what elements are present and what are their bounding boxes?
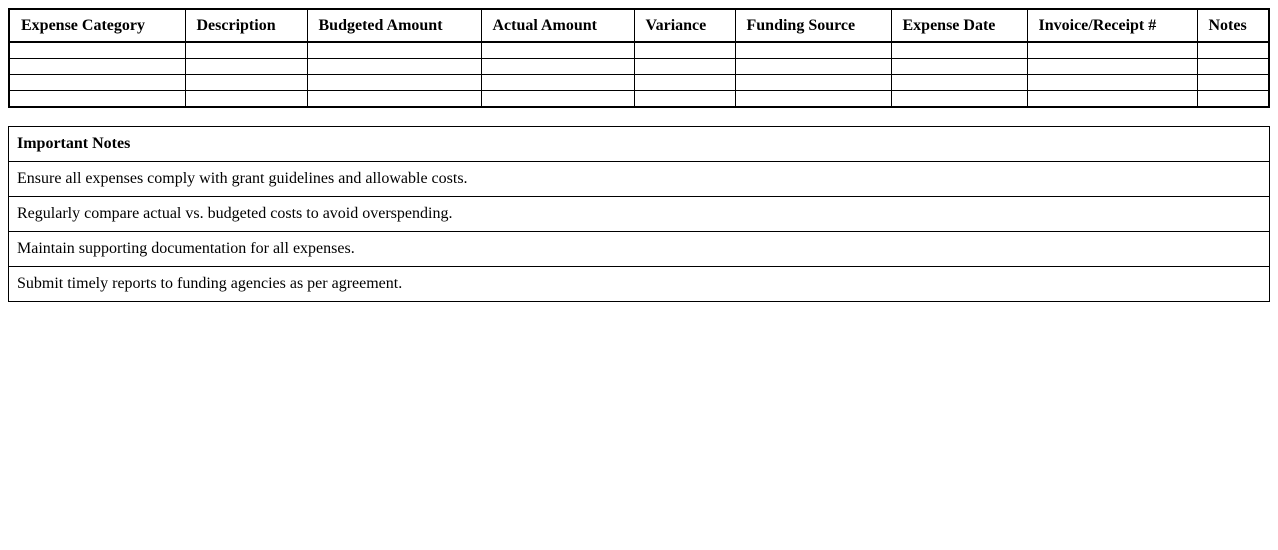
column-header-actual-amount: Actual Amount bbox=[481, 9, 634, 42]
empty-cell bbox=[307, 91, 481, 108]
expense-table-row bbox=[9, 59, 1269, 75]
note-item: Ensure all expenses comply with grant guidelines and allowable costs. bbox=[9, 162, 1270, 197]
empty-cell bbox=[634, 91, 735, 108]
empty-cell bbox=[1027, 75, 1197, 91]
expense-table-row bbox=[9, 75, 1269, 91]
empty-cell bbox=[481, 75, 634, 91]
column-header-budgeted-amount: Budgeted Amount bbox=[307, 9, 481, 42]
empty-cell bbox=[185, 91, 307, 108]
empty-cell bbox=[891, 75, 1027, 91]
empty-cell bbox=[891, 91, 1027, 108]
empty-cell bbox=[891, 59, 1027, 75]
empty-cell bbox=[891, 42, 1027, 59]
empty-cell bbox=[1027, 59, 1197, 75]
column-header-description: Description bbox=[185, 9, 307, 42]
notes-table-header-row bbox=[9, 127, 1270, 162]
empty-cell bbox=[735, 59, 891, 75]
empty-cell bbox=[1197, 59, 1269, 75]
empty-cell bbox=[481, 59, 634, 75]
empty-cell bbox=[1197, 42, 1269, 59]
empty-cell bbox=[1027, 91, 1197, 108]
empty-cell bbox=[307, 75, 481, 91]
expense-tracking-table bbox=[8, 8, 1270, 108]
empty-cell bbox=[185, 42, 307, 59]
empty-cell bbox=[307, 42, 481, 59]
column-header-expense-category: Expense Category bbox=[9, 9, 185, 42]
empty-cell bbox=[481, 42, 634, 59]
empty-cell bbox=[185, 75, 307, 91]
empty-cell bbox=[634, 59, 735, 75]
empty-cell bbox=[1027, 42, 1197, 59]
empty-cell bbox=[1197, 75, 1269, 91]
empty-cell bbox=[9, 91, 185, 108]
note-item: Regularly compare actual vs. budgeted costs to avoid overspending. bbox=[9, 197, 1270, 232]
empty-cell bbox=[735, 91, 891, 108]
note-item: Maintain supporting documentation for all expenses. bbox=[9, 232, 1270, 267]
notes-table-row bbox=[9, 267, 1270, 302]
empty-cell bbox=[634, 75, 735, 91]
empty-cell bbox=[634, 42, 735, 59]
column-header-variance: Variance bbox=[634, 9, 735, 42]
empty-cell bbox=[735, 42, 891, 59]
empty-cell bbox=[1197, 91, 1269, 108]
empty-cell bbox=[9, 75, 185, 91]
empty-cell bbox=[9, 42, 185, 59]
column-header-funding-source: Funding Source bbox=[735, 9, 891, 42]
column-header-expense-date: Expense Date bbox=[891, 9, 1027, 42]
column-header-notes: Notes bbox=[1197, 9, 1269, 42]
empty-cell bbox=[735, 75, 891, 91]
notes-table-row bbox=[9, 197, 1270, 232]
empty-cell bbox=[307, 59, 481, 75]
empty-cell bbox=[481, 91, 634, 108]
expense-table-row bbox=[9, 91, 1269, 108]
important-notes-title: Important Notes bbox=[9, 127, 1270, 162]
empty-cell bbox=[9, 59, 185, 75]
important-notes-table bbox=[8, 126, 1270, 302]
expense-table-header-row bbox=[9, 9, 1269, 42]
notes-table-row bbox=[9, 232, 1270, 267]
expense-table-row bbox=[9, 42, 1269, 59]
column-header-invoice-receipt: Invoice/Receipt # bbox=[1027, 9, 1197, 42]
empty-cell bbox=[185, 59, 307, 75]
note-item: Submit timely reports to funding agencies as per agreement. bbox=[9, 267, 1270, 302]
notes-table-row bbox=[9, 162, 1270, 197]
